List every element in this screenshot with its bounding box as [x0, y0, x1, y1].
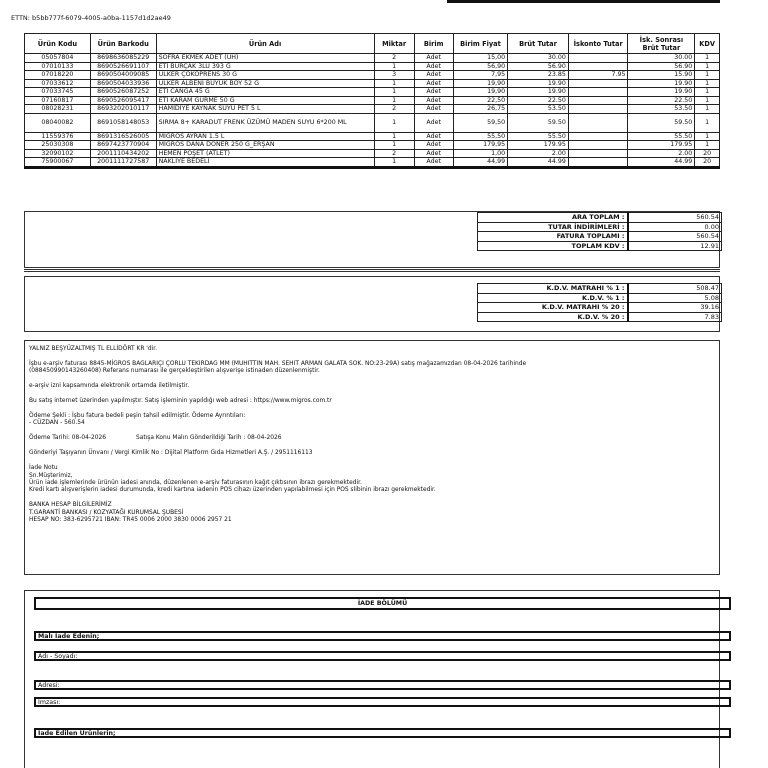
table-cell: 2001110434202	[90, 149, 156, 158]
column-header: KDV	[695, 34, 720, 54]
column-header: Ürün Barkodu	[90, 34, 156, 54]
totals-label: TOPLAM KDV :	[478, 241, 628, 251]
totals-value: 12.91	[628, 241, 722, 251]
name-label: Adı - Soyadı:	[38, 653, 78, 660]
table-row	[25, 54, 720, 63]
totals-value: 0.00	[628, 222, 722, 232]
table-cell: 179,95	[453, 141, 507, 150]
table-row	[25, 105, 720, 114]
table-cell: 19.90	[508, 88, 569, 97]
column-header: Ürün Kodu	[25, 34, 91, 54]
table-cell: 75900067	[25, 158, 91, 168]
table-cell: 1	[374, 113, 414, 132]
column-header: İskonto Tutar	[568, 34, 628, 54]
table-cell: 05057804	[25, 54, 91, 63]
table-cell: 08028231	[25, 105, 91, 114]
table-cell: Adet	[414, 88, 453, 97]
table-cell: 1	[695, 79, 720, 88]
table-cell: Adet	[414, 105, 453, 114]
table-cell: 59.50	[628, 113, 695, 132]
table-cell: 30.00	[508, 54, 569, 63]
table-cell: 8698636085229	[90, 54, 156, 63]
table-cell: Adet	[414, 149, 453, 158]
signature-field[interactable]	[34, 697, 731, 707]
table-header-row	[25, 34, 720, 54]
amount-in-words: YALNIZ BEŞYÜZALTMIŞ TL ELLİDÖRT KR 'dir.	[29, 346, 158, 352]
column-header: İsk. Sonrası Brüt Tutar	[628, 34, 695, 54]
totals-value: 560.54	[628, 232, 722, 242]
table-cell: 1	[374, 96, 414, 105]
table-cell: HAMİDİYE KAYNAK SUYU PET 5 L	[156, 105, 374, 114]
column-header: Birim	[414, 34, 453, 54]
table-cell: 1	[374, 158, 414, 168]
table-cell: 8691058148053	[90, 113, 156, 132]
column-header: Birim Fiyat	[453, 34, 507, 54]
table-row	[25, 158, 720, 168]
vat-value: 5.08	[628, 293, 722, 303]
return-section-title: İADE BÖLÜMÜ	[357, 600, 408, 607]
table-cell: 15,00	[453, 54, 507, 63]
table-cell: 8690504033936	[90, 79, 156, 88]
table-cell: 55.50	[628, 132, 695, 141]
table-row	[25, 113, 720, 132]
table-cell: 19,90	[453, 88, 507, 97]
table-cell	[568, 88, 628, 97]
table-cell: 7,95	[453, 71, 507, 80]
table-cell: 59.50	[508, 113, 569, 132]
invoice-info-line2: (08845099014326040​8) Referans numarası ile gerçekleştirilen alışverişe istinaden düzenlenmiştir.	[29, 368, 320, 375]
totals-label: TUTAR İNDİRİMLERİ :	[478, 222, 628, 232]
table-cell: 59,50	[453, 113, 507, 132]
address-field[interactable]	[34, 680, 731, 690]
totals-value: 560.54	[628, 213, 722, 223]
table-cell: 07033745	[25, 88, 91, 97]
table-cell: 179.95	[508, 141, 569, 150]
table-row	[25, 149, 720, 158]
table-cell: 8697423770904	[90, 141, 156, 150]
table-cell: ÜLKER ÇOKOPRENS 30 G	[156, 71, 374, 80]
table-cell: 08040082	[25, 113, 91, 132]
table-cell	[568, 149, 628, 158]
table-cell: ETİ CANGA 45 G	[156, 88, 374, 97]
carrier-info: Gönderiyi Taşıyanın Ünvanı / Vergi Kimlik No : Dijital Platform Gıda Hizmetleri A.Ş. / 2951116113	[29, 450, 313, 457]
table-cell: 56,90	[453, 62, 507, 71]
table-cell: SOFRA EKMEK ADET (UH)	[156, 54, 374, 63]
table-cell: 55.50	[508, 132, 569, 141]
table-cell: ETİ BURÇAK 3LÜ 393 G	[156, 62, 374, 71]
table-cell: 1	[695, 113, 720, 132]
internet-sale-note: Bu satış internet üzerinden yapılmıştır. Satış işleminin yapıldığı web adresi : https://www.migros.com.tr	[29, 398, 332, 405]
table-cell: 2	[374, 149, 414, 158]
table-cell: 20	[695, 158, 720, 168]
vat-label: K.D.V. MATRAHI % 20 :	[478, 303, 628, 313]
table-cell: MİGROS AYRAN 1.5 L	[156, 132, 374, 141]
table-cell: NAKLİYE BEDELİ	[156, 158, 374, 168]
totals-row	[478, 213, 722, 223]
address-label: Adresi:	[38, 682, 60, 689]
table-cell: 07010133	[25, 62, 91, 71]
table-cell: Adet	[414, 62, 453, 71]
table-cell: 2001111727587	[90, 158, 156, 168]
payment-date: Ödeme Tarihi: 08-04-2026	[29, 435, 106, 442]
table-row	[25, 96, 720, 105]
vat-label: K.D.V. % 20 :	[478, 312, 628, 322]
table-cell: 30.00	[628, 54, 695, 63]
column-header: Miktar	[374, 34, 414, 54]
table-cell: 55,50	[453, 132, 507, 141]
table-cell	[568, 62, 628, 71]
table-cell: 8693202010117	[90, 105, 156, 114]
vat-value: 7.83	[628, 312, 722, 322]
vat-row	[478, 284, 722, 294]
table-cell: 1	[695, 105, 720, 114]
table-cell: 56.90	[628, 62, 695, 71]
table-cell: Adet	[414, 141, 453, 150]
invoice-notes	[24, 340, 720, 575]
table-cell: 1	[374, 79, 414, 88]
table-cell: 53.50	[628, 105, 695, 114]
vat-row	[478, 312, 722, 322]
returner-heading: Malı İade Edenin;	[38, 633, 100, 640]
table-cell: 44,99	[453, 158, 507, 168]
table-cell: 8690526691107	[90, 62, 156, 71]
table-cell: 1	[695, 71, 720, 80]
table-cell: 1	[695, 54, 720, 63]
table-row	[25, 71, 720, 80]
table-cell: Adet	[414, 71, 453, 80]
returner-heading-bar	[34, 631, 731, 641]
table-cell: 07033612	[25, 79, 91, 88]
table-cell: 44.99	[508, 158, 569, 168]
return-section	[24, 590, 720, 768]
vat-table	[477, 283, 722, 322]
table-cell: 11559376	[25, 132, 91, 141]
table-cell: 2.00	[508, 149, 569, 158]
table-cell: 15.90	[628, 71, 695, 80]
table-cell	[568, 113, 628, 132]
bank-account: HESAP NO: 383-6295721 IBAN: TR45 0006 2000 3830 0006 2957 21	[29, 517, 232, 524]
table-cell: 8690526095417	[90, 96, 156, 105]
table-cell: 56.90	[508, 62, 569, 71]
bank-info-title: BANKA HESAP BİLGİLERİMİZ	[29, 502, 112, 509]
table-row	[25, 88, 720, 97]
table-cell: HEMEN POŞET (ATLET)	[156, 149, 374, 158]
table-cell	[568, 54, 628, 63]
totals-label: ARA TOPLAM :	[478, 213, 628, 223]
dates-line	[29, 435, 715, 442]
vat-label: K.D.V. % 1 :	[478, 293, 628, 303]
earsiv-note: e-arşiv izni kapsamında elektronik ortamda iletilmiştir.	[29, 383, 190, 390]
table-cell: 19.90	[628, 79, 695, 88]
table-cell: 1	[374, 88, 414, 97]
table-cell: 19,90	[453, 79, 507, 88]
table-cell: 179.95	[628, 141, 695, 150]
totals-table	[477, 212, 722, 251]
table-cell: 1	[374, 62, 414, 71]
table-cell: 1	[695, 132, 720, 141]
return-section-title-bar	[34, 597, 731, 610]
table-cell: 22.50	[508, 96, 569, 105]
table-cell: 7.95	[568, 71, 628, 80]
vat-row	[478, 303, 722, 313]
totals-row	[478, 222, 722, 232]
invoice-info-line1: İşbu e-arşiv faturası 8845-MİGROS BAGLARIÇI ÇORLU TEKIRDAG MM (MUHITTIN MAH. SEHIT ARMAN GALATA SOK. NO:23-29A) satış mağazamızdan 08-04-2026 tarihinde	[29, 360, 527, 367]
table-cell: 07018220	[25, 71, 91, 80]
table-cell: 8690504009085	[90, 71, 156, 80]
table-cell	[568, 132, 628, 141]
payment-detail: - CÜZDAN - 560.54	[29, 420, 85, 427]
table-cell: 8691316526005	[90, 132, 156, 141]
payment-method: Ödeme Şekli : İşbu fatura bedeli peşin tahsil edilmiştir. Ödeme Ayrıntıları:	[29, 413, 246, 420]
table-row	[25, 141, 720, 150]
totals-label: FATURA TOPLAMI :	[478, 232, 628, 242]
table-cell: 53.50	[508, 105, 569, 114]
table-row	[25, 132, 720, 141]
invoice-items-table	[24, 33, 720, 169]
column-header: Ürün Adı	[156, 34, 374, 54]
table-cell: 1	[695, 96, 720, 105]
table-row	[25, 79, 720, 88]
name-field[interactable]	[34, 651, 731, 661]
top-header-bar	[447, 0, 720, 3]
returned-items-heading-bar	[34, 728, 731, 738]
table-cell: Adet	[414, 79, 453, 88]
divider	[24, 269, 720, 272]
table-cell: 07160817	[25, 96, 91, 105]
table-cell: ÜLKER ALBENİ BÜYÜK BOY 52 G	[156, 79, 374, 88]
table-cell: 32090102	[25, 149, 91, 158]
signature-label: İmzası:	[38, 699, 61, 706]
vat-value: 508.47	[628, 284, 722, 294]
table-cell: Adet	[414, 158, 453, 168]
table-cell: 1	[695, 141, 720, 150]
table-cell	[568, 141, 628, 150]
table-cell: 1,00	[453, 149, 507, 158]
table-cell: 20	[695, 149, 720, 158]
table-cell: Adet	[414, 132, 453, 141]
return-note-line2: Kredi kartı alışverişlerin iadesi durumunda, kredi kartına iadenin POS cihazı üzerinden yapılabilmesi için POS slibinin ibrazı gerekmektedir.	[29, 487, 436, 494]
return-note-greeting: Sn.Müşterimiz,	[29, 472, 73, 479]
table-cell: 3	[374, 71, 414, 80]
table-cell	[568, 96, 628, 105]
returned-items-heading: İade Edilen Ürünlerin;	[38, 730, 116, 737]
ettn-number: ETTN: b5bb777f-6079-4005-a0ba-1157d1d2ae49	[11, 14, 171, 22]
table-cell: 1	[374, 132, 414, 141]
table-cell: 19.90	[628, 88, 695, 97]
table-cell: 25030308	[25, 141, 91, 150]
return-note-line1: Ürün iade işlemlerinde ürünün iadesi anında, düzenlenen e-arşiv faturasının kağıt çıktısının ibrazı gerekmektedir.	[29, 479, 362, 486]
table-cell: Adet	[414, 113, 453, 132]
bank-name: T.GARANTİ BANKASI / KOZYATAĞI KURUMSAL ŞUBESİ	[29, 509, 184, 516]
table-cell: Adet	[414, 54, 453, 63]
vat-label: K.D.V. MATRAHI % 1 :	[478, 284, 628, 294]
table-cell: Adet	[414, 96, 453, 105]
table-cell	[568, 158, 628, 168]
table-cell: 1	[695, 88, 720, 97]
ship-date: Satışa Konu Malın Gönderildiği Tarih : 08-04-2026	[136, 435, 282, 442]
table-cell: 2.00	[628, 149, 695, 158]
return-note-title: İade Notu	[29, 465, 58, 472]
table-cell: SIRMA 8+ KARADUT FRENK ÜZÜMÜ MADEN SUYU 6*200 ML	[156, 113, 374, 132]
table-cell	[568, 79, 628, 88]
column-header: Brüt Tutar	[508, 34, 569, 54]
table-cell: 19.90	[508, 79, 569, 88]
table-cell: 22,50	[453, 96, 507, 105]
table-cell: MİGROS DANA DÖNER 250 G_ERŞAN	[156, 141, 374, 150]
table-cell: 2	[374, 105, 414, 114]
vat-value: 39.16	[628, 303, 722, 313]
table-cell: 26,75	[453, 105, 507, 114]
totals-row	[478, 232, 722, 242]
table-cell: 1	[695, 62, 720, 71]
vat-row	[478, 293, 722, 303]
table-cell	[568, 105, 628, 114]
table-cell: 44.99	[628, 158, 695, 168]
totals-row	[478, 241, 722, 251]
table-cell: ETİ KARAM GURME 50 G	[156, 96, 374, 105]
table-cell: 8690526087252	[90, 88, 156, 97]
table-cell: 23.85	[508, 71, 569, 80]
table-cell: 2	[374, 54, 414, 63]
table-cell: 22.50	[628, 96, 695, 105]
table-cell: 1	[374, 141, 414, 150]
table-row	[25, 62, 720, 71]
